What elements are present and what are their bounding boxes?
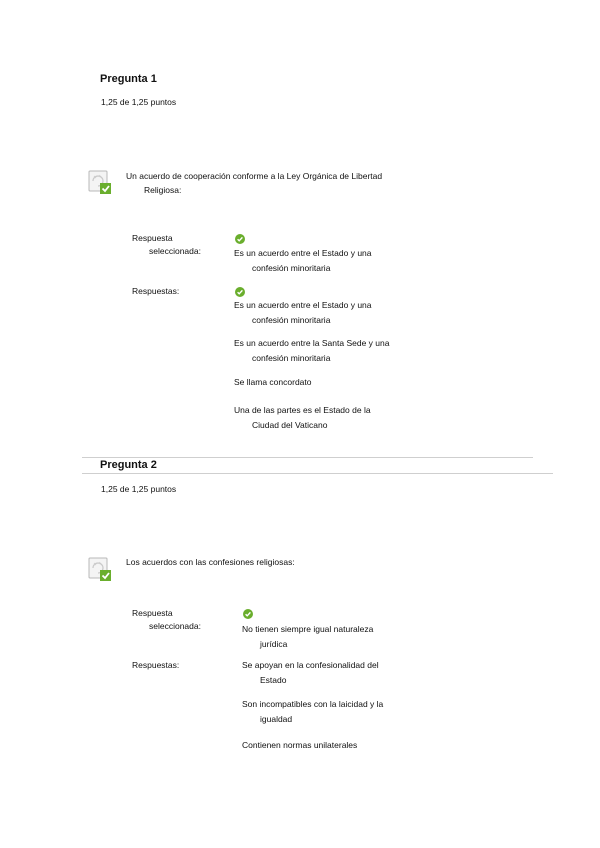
question-2-answers-label: Respuestas: — [132, 660, 180, 670]
answer-option — [242, 738, 357, 753]
question-divider-bottom — [82, 473, 553, 474]
selected-answer-line-2: confesión minoritaria — [252, 263, 331, 273]
question-2-selected-label — [132, 607, 201, 633]
selected-answer-line-2: jurídica — [260, 639, 288, 649]
question-2-text — [126, 555, 295, 569]
question-1-answers-label: Respuestas: — [132, 286, 180, 296]
question-2-text-line-1: Los acuerdos con las confesiones religiosas: — [126, 557, 295, 567]
answer-option — [234, 375, 312, 390]
question-1-text-line-2: Religiosa: — [144, 185, 182, 195]
answer-option-line-2: Estado — [260, 675, 287, 685]
selected-label-line-1: Respuesta — [132, 233, 173, 243]
question-1-points: 1,25 de 1,25 puntos — [101, 97, 177, 107]
question-1-text-line-1: Un acuerdo de cooperación conforme a la Ley Orgánica de Libertad — [126, 171, 383, 181]
answer-option-line-1: Son incompatibles con la laicidad y la — [242, 699, 384, 709]
question-1-selected-label — [132, 232, 201, 258]
answer-option — [242, 697, 383, 727]
answer-option-line-2: confesión minoritaria — [252, 353, 331, 363]
correct-check-icon — [235, 287, 245, 297]
answer-option-line-1: Una de las partes es el Estado de la — [234, 405, 371, 415]
selected-label-line-2: seleccionada: — [149, 246, 201, 256]
answer-option-line-1: Se apoyan en la confesionalidad del — [242, 660, 379, 670]
answer-option — [234, 336, 389, 366]
answer-option — [234, 403, 371, 433]
answer-option — [242, 658, 379, 688]
question-1-text — [126, 169, 382, 197]
question-2-points: 1,25 de 1,25 puntos — [101, 484, 177, 494]
selected-answer-line-1: No tienen siempre igual naturaleza — [242, 624, 374, 634]
answer-option-line-2: confesión minoritaria — [252, 315, 331, 325]
answer-option-line-2: Ciudad del Vaticano — [252, 420, 328, 430]
correct-check-icon — [235, 234, 245, 244]
question-1-title: Pregunta 1 — [100, 73, 157, 85]
answer-option-line-1: Es un acuerdo entre la Santa Sede y una — [234, 338, 390, 348]
selected-label-line-1: Respuesta — [132, 608, 173, 618]
selected-label-line-2: seleccionada: — [149, 621, 201, 631]
question-correct-icon — [88, 170, 112, 196]
answer-option-line-2: igualdad — [260, 714, 293, 724]
answer-option-line-1: Contienen normas unilaterales — [242, 740, 358, 750]
correct-check-icon — [243, 609, 253, 619]
answer-option-line-1: Se llama concordato — [234, 377, 312, 387]
question-1-selected-answer — [234, 246, 372, 276]
answer-option-line-1: Es un acuerdo entre el Estado y una — [234, 300, 372, 310]
question-correct-icon — [88, 557, 112, 583]
selected-answer-line-1: Es un acuerdo entre el Estado y una — [234, 248, 372, 258]
question-2-title: Pregunta 2 — [100, 459, 157, 471]
question-2-selected-answer — [242, 622, 373, 652]
answer-option — [234, 298, 372, 328]
question-divider-top — [82, 457, 533, 458]
